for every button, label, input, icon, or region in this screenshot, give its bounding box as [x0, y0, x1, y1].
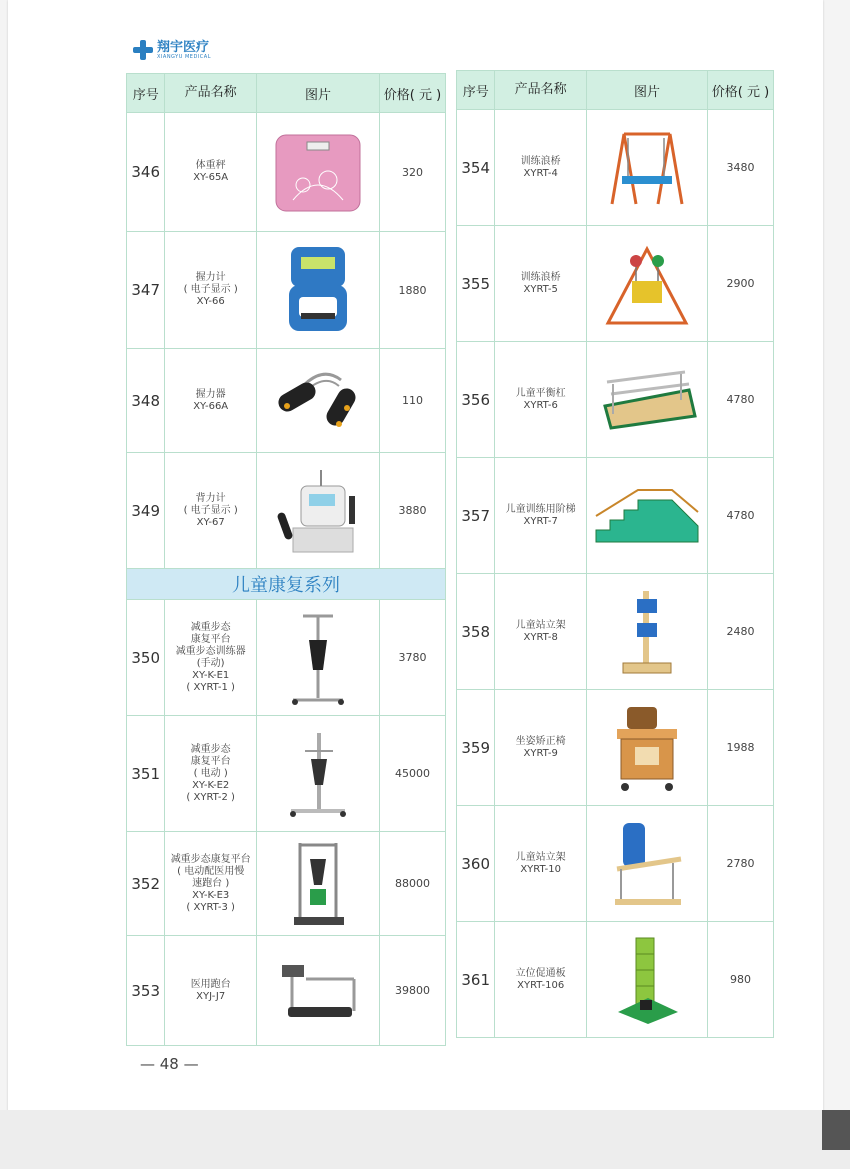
page-number: — 48 —: [140, 1055, 199, 1073]
parallel-bars-icon: [587, 342, 708, 457]
swing-frame-icon: [587, 226, 708, 341]
table-header: [126, 73, 446, 113]
row-no: 361: [457, 922, 495, 1037]
gait-trainer-icon: [257, 600, 380, 715]
row-no: 346: [127, 113, 165, 231]
row-price: 2900: [726, 277, 755, 290]
section-title: 儿童康复系列: [126, 569, 446, 600]
row-price: 320: [402, 165, 424, 179]
electric-gait-trainer-icon: [257, 716, 380, 831]
standing-frame-icon: [587, 574, 708, 689]
dynamometer-icon: [257, 232, 380, 348]
brand-logo: [133, 40, 211, 60]
table-row: [126, 600, 446, 716]
table-header: [456, 70, 774, 110]
header-image: 图片: [587, 71, 708, 109]
treadmill-gait-trainer-icon: [257, 832, 380, 935]
row-no: 351: [127, 716, 165, 831]
row-no: 356: [457, 342, 495, 457]
row-price: 4780: [726, 509, 755, 522]
header-no: 序号: [127, 74, 165, 112]
scan-edge: [822, 1110, 850, 1150]
cross-logo-icon: [133, 40, 153, 60]
row-no: 355: [457, 226, 495, 341]
header-price: 价格( 元 ): [383, 87, 442, 103]
scale-icon: [257, 113, 380, 231]
row-no: 347: [127, 232, 165, 348]
tilt-board-icon: [587, 922, 708, 1037]
row-price: 1880: [398, 283, 427, 297]
header-name: 产品名称: [165, 74, 257, 112]
row-no: 358: [457, 574, 495, 689]
row-price: 39800: [395, 984, 431, 997]
row-no: 349: [127, 453, 165, 568]
row-no: 354: [457, 110, 495, 225]
row-name: 体重秤 XY-65A: [165, 113, 257, 231]
row-no: 359: [457, 690, 495, 805]
table-row: [456, 342, 774, 458]
table-row: [456, 922, 774, 1038]
table-row: [126, 232, 446, 349]
row-price: 3780: [398, 651, 427, 664]
row-price: 110: [402, 394, 424, 407]
table-row: [456, 806, 774, 922]
row-no: 360: [457, 806, 495, 921]
row-price: 2780: [726, 857, 755, 870]
row-no: 350: [127, 600, 165, 715]
left-product-table: [126, 73, 446, 1046]
swing-bridge-icon: [587, 110, 708, 225]
table-row: [456, 574, 774, 690]
table-row: [126, 936, 446, 1046]
table-row: [456, 110, 774, 226]
header-image: 图片: [257, 74, 380, 112]
back-dynamometer-icon: [257, 453, 380, 568]
row-no: 348: [127, 349, 165, 452]
scan-bottom-strip: [0, 1110, 850, 1169]
brand-name-en: XIANGYU MEDICAL: [157, 53, 211, 60]
table-row: [126, 453, 446, 569]
row-name: 训练浪桥 XYRT-5: [495, 226, 587, 341]
row-no: 357: [457, 458, 495, 573]
table-row: [456, 458, 774, 574]
table-row: [456, 690, 774, 806]
header-price: 价格( 元 ): [711, 84, 770, 100]
table-row: [126, 832, 446, 936]
row-name: 儿童训练用阶梯 XYRT-7: [495, 458, 587, 573]
header-name: 产品名称: [495, 71, 587, 109]
row-no: 353: [127, 936, 165, 1045]
row-name: 减重步态康复平台 ( 电动配医用慢 速跑台 ) XY-K-E3 ( XYRT-3 ): [165, 832, 257, 935]
brand-name: 翔宇医疗: [157, 39, 210, 55]
row-name: 儿童站立架 XYRT-10: [495, 806, 587, 921]
row-name: 减重步态 康复平台 ( 电动 ) XY-K-E2 ( XYRT-2 ): [165, 716, 257, 831]
row-price: 3480: [726, 161, 755, 174]
row-name: 握力计 ( 电子显示 ) XY-66: [165, 232, 257, 348]
standing-table-icon: [587, 806, 708, 921]
training-stairs-icon: [587, 458, 708, 573]
row-price: 2480: [726, 625, 755, 638]
table-row: [456, 226, 774, 342]
row-name: 坐姿矫正椅 XYRT-9: [495, 690, 587, 805]
table-row: [126, 716, 446, 832]
row-price: 88000: [395, 877, 431, 890]
header-no: 序号: [457, 71, 495, 109]
row-name: 儿童平衡杠 XYRT-6: [495, 342, 587, 457]
right-product-table: [456, 70, 774, 1038]
row-no: 352: [127, 832, 165, 935]
row-name: 背力计 ( 电子显示 ) XY-67: [165, 453, 257, 568]
row-name: 立位促通板 XYRT-106: [495, 922, 587, 1037]
row-price: 3880: [398, 504, 427, 517]
row-price: 4780: [726, 393, 755, 406]
row-price: 45000: [395, 767, 431, 780]
hand-grip-icon: [257, 349, 380, 452]
row-name: 医用跑台 XYJ-J7: [165, 936, 257, 1045]
row-name: 儿童站立架 XYRT-8: [495, 574, 587, 689]
row-price: 1988: [726, 741, 755, 754]
table-row: [126, 113, 446, 232]
row-name: 训练浪桥 XYRT-4: [495, 110, 587, 225]
posture-chair-icon: [587, 690, 708, 805]
treadmill-icon: [257, 936, 380, 1045]
row-name: 减重步态 康复平台 减重步态训练器 (手动) XY-K-E1 ( XYRT-1 ): [165, 600, 257, 715]
row-price: 980: [730, 973, 752, 986]
table-row: [126, 349, 446, 453]
row-name: 握力器 XY-66A: [165, 349, 257, 452]
